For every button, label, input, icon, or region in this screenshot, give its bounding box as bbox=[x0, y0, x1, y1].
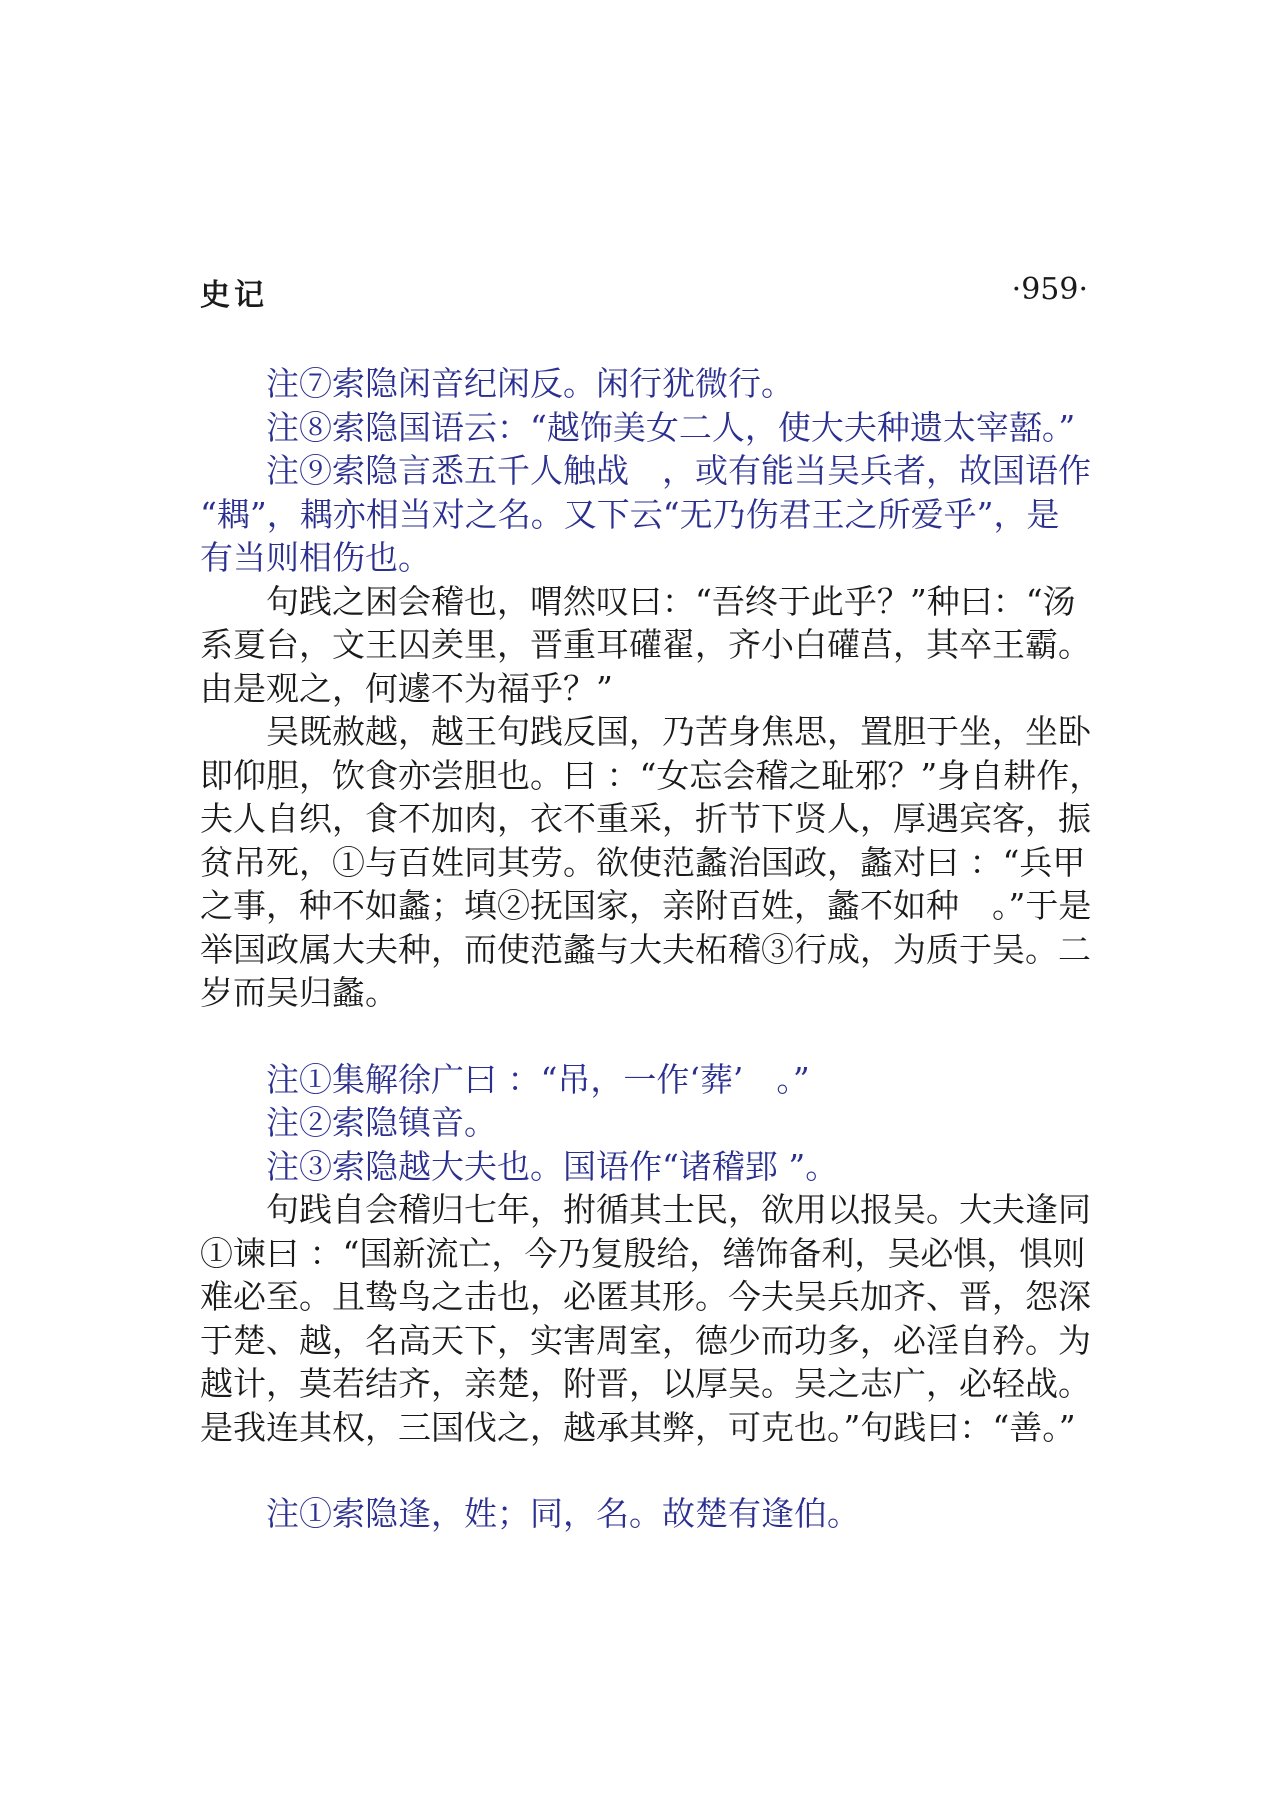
text-line: ①谏曰 ：“国新流亡，今乃复殷给，缮饰备利，吴必惧，惧则 bbox=[200, 1233, 1086, 1273]
text-line: 岁而吴归蠡。 bbox=[200, 973, 398, 1012]
text-line: 之事，种不如蠡；填②抚国家，亲附百姓，蠡不如种 。”于是 bbox=[200, 886, 1092, 925]
page-body bbox=[200, 362, 1103, 1536]
text-line: 吴既赦越，越王句践反国，乃苦身焦思，置胆于坐，坐卧 bbox=[200, 712, 1091, 751]
book-title: 史记 bbox=[200, 278, 268, 313]
text-line: 注⑦索隐闲音纪闲反。闲行犹微行。 bbox=[200, 364, 794, 403]
annotation-note bbox=[200, 1058, 1088, 1102]
text-line: 有当则相伤也。 bbox=[200, 538, 431, 577]
annotation-note bbox=[200, 362, 1088, 406]
text-line: 于楚、越，名高天下，实害周室，德少而功多，必淫自矜。为 bbox=[200, 1320, 1091, 1360]
text-line: 注③索隐越大夫也。国语作“诸稽郢 ”。 bbox=[200, 1146, 839, 1186]
text-line: 句践自会稽归七年，拊循其士民，欲用以报吴。大夫逢同 bbox=[200, 1190, 1091, 1229]
text-line: 注⑨索隐言悉五千人触战 ，或有能当吴兵者，故国语作 bbox=[200, 451, 1091, 490]
text-line: 由是观之，何遽不为福乎？” bbox=[200, 668, 613, 708]
text-line: 夫人自织，食不加肉，衣不重采，折节下贤人，厚遇宾客，振 bbox=[200, 799, 1091, 838]
text-line: 句践之困会稽也，喟然叹曰：“吾终于此乎？”种曰：“汤 bbox=[200, 581, 1076, 621]
text-line: “耦”，耦亦相当对之名。又下云“无乃伤君王之所爱乎”，是 bbox=[200, 494, 1060, 534]
page-number: ·959· bbox=[1011, 272, 1088, 307]
annotation-note bbox=[200, 1492, 1088, 1536]
page-header bbox=[200, 262, 1088, 312]
text-line: 举国政属大夫种，而使范蠡与大夫柘稽③行成，为质于吴。二 bbox=[200, 929, 1091, 969]
text-line: 是我连其权，三国伐之，越承其弊，可克也。”句践曰：“善。” bbox=[200, 1407, 1076, 1447]
text-line: 注②索隐镇音。 bbox=[200, 1103, 497, 1142]
text-line: 难必至。且鸷鸟之击也，必匿其形。今夫吴兵加齐、晋，怨深 bbox=[200, 1277, 1091, 1316]
text-line: 系夏台，文王囚羑里，晋重耳礶翟，齐小白礶莒，其卒王霸。 bbox=[200, 625, 1091, 664]
body-paragraph bbox=[200, 710, 1103, 1015]
text-line: 注⑧索隐国语云：“越饰美女二人，使大夫种遗太宰嚭。” bbox=[200, 407, 1076, 447]
annotation-note bbox=[200, 406, 1088, 450]
text-line: 注①集解徐广曰 ：“吊，一作‘葬’ 。” bbox=[200, 1059, 810, 1099]
annotation-note bbox=[200, 1101, 1088, 1145]
paragraph-gap bbox=[200, 1449, 1088, 1492]
body-paragraph bbox=[200, 580, 1091, 711]
paragraph-gap bbox=[200, 1015, 1088, 1058]
text-line: 注①索隐逢，姓；同，名。故楚有逢伯。 bbox=[200, 1494, 860, 1533]
body-paragraph bbox=[200, 1188, 1091, 1449]
text-line: 贫吊死，①与百姓同其劳。欲使范蠡治国政，蠡对曰 ：“兵甲 bbox=[200, 842, 1086, 882]
annotation-note bbox=[200, 1145, 1088, 1189]
text-line: 即仰胆，饮食亦尝胆也。曰 ：“女忘会稽之耻邪？”身自耕作， bbox=[200, 755, 1103, 795]
text-line: 越计，莫若结齐，亲楚，附晋，以厚吴。吴之志广，必轻战。 bbox=[200, 1364, 1091, 1403]
annotation-note bbox=[200, 449, 1091, 580]
book-page bbox=[200, 262, 1103, 1536]
